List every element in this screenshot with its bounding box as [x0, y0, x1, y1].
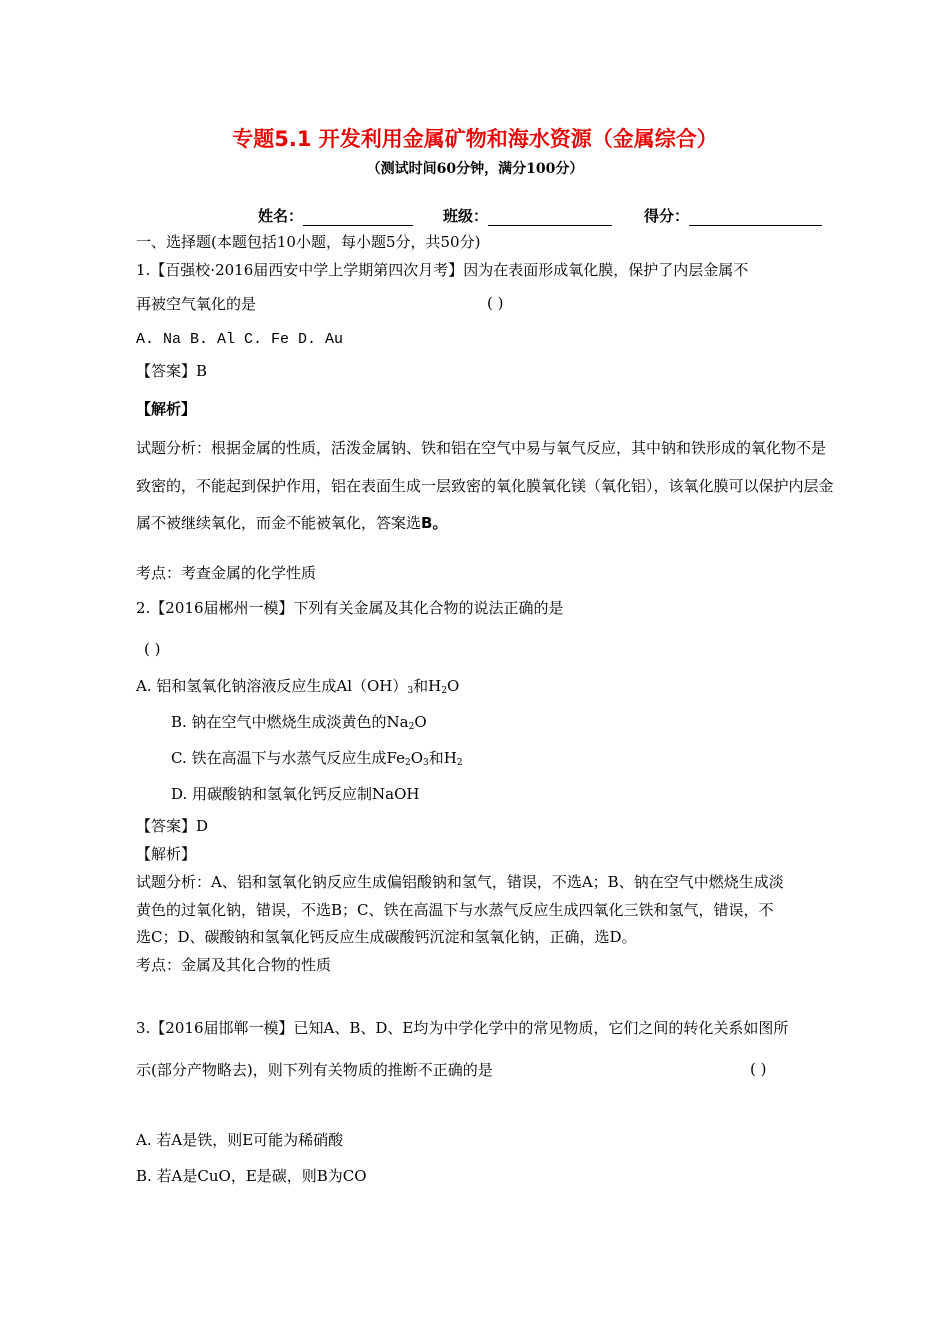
q2-option-c-tail: 和H	[428, 749, 457, 767]
score-field[interactable]	[644, 205, 822, 226]
q2-analysis-line2: 黄色的过氧化钠，错误，不选B；C、铁在高温下与水蒸气反应生成四氧化三铁和氢气，错误，不	[136, 901, 774, 919]
class-field[interactable]	[443, 205, 612, 226]
q2-option-c-sub2: 3	[423, 758, 429, 768]
q2-option-c-sub1: 2	[404, 758, 411, 768]
name-label: 姓名：	[258, 207, 304, 225]
q2-answer: 【答案】D	[136, 817, 209, 835]
q1-kaodian: 考点：考查金属的化学性质	[136, 564, 317, 582]
q1-stem-line2: 再被空气氧化的是	[136, 295, 257, 313]
q2-option-c	[171, 748, 463, 773]
q2-option-d: D. 用碳酸钠和氢氧化钙反应制NaOH	[171, 785, 420, 803]
q2-analysis-line1: 试题分析：A、铝和氢氧化钠反应生成偏铝酸钠和氢气，错误，不选A；B、钠在空气中燃烧生成淡	[136, 873, 784, 891]
q2-option-b	[171, 712, 427, 737]
q2-option-c-mid: O	[410, 749, 423, 767]
q2-analysis-line3: 选C；D、碳酸钠和氢氧化钙反应生成碳酸钙沉淀和氢氧化钠，正确，选D。	[136, 928, 637, 946]
q2-option-a-sub2: 2	[441, 686, 447, 696]
section-heading: 一、选择题(本题包括10小题，每小题5分，共50分)	[136, 233, 481, 251]
q1-analysis-line3	[136, 513, 447, 533]
q1-analysis-line1: 试题分析：根据金属的性质，活泼金属钠、铁和铝在空气中易与氧气反应，其中钠和铁形成的氧化物不是	[136, 439, 827, 457]
q2-option-a	[136, 676, 459, 701]
q2-answer-paren: ( )	[144, 640, 161, 658]
q2-option-a-text: A. 铝和氢氧化钠溶液反应生成Al（OH）	[136, 677, 408, 695]
score-label: 得分：	[644, 207, 690, 225]
name-field[interactable]	[258, 205, 413, 226]
q3-stem-line2: 示(部分产物略去)，则下列有关物质的推断不正确的是	[136, 1061, 493, 1079]
q3-stem-line1: 3.【2016届邯郸一模】已知A、B、D、E均为中学化学中的常见物质，它们之间的转化关系如图所	[136, 1019, 789, 1037]
class-label: 班级：	[443, 207, 489, 225]
q1-answer-paren: ( )	[487, 294, 504, 312]
q2-option-a-sub1: 3	[407, 686, 414, 696]
q1-analysis-line2: 致密的，不能起到保护作用，铝在表面生成一层致密的氧化膜氧化镁（氧化铝），该氧化膜可以保护内层金	[136, 477, 834, 495]
q1-analysis-label: 【解析】	[136, 400, 197, 418]
class-blank[interactable]	[488, 209, 612, 226]
q1-stem-line1: 1.【百强校·2016届西安中学上学期第四次月考】因为在表面形成氧化膜，保护了内层金属不	[136, 261, 749, 279]
q2-option-b-end: O	[414, 713, 427, 731]
q1-answer: 【答案】B	[136, 362, 208, 380]
q1-options: A. Na B. Al C. Fe D. Au	[136, 331, 344, 348]
q3-answer-paren: ( )	[750, 1060, 767, 1078]
q2-option-c-text: C. 铁在高温下与水蒸气反应生成Fe	[171, 749, 405, 767]
q2-option-a-end: O	[446, 677, 460, 695]
name-blank[interactable]	[303, 209, 413, 226]
document-title: 专题5.1 开发利用金属矿物和海水资源（金属综合）	[232, 127, 718, 151]
q2-stem: 2.【2016届郴州一模】下列有关金属及其化合物的说法正确的是	[136, 599, 564, 617]
score-blank[interactable]	[689, 209, 822, 226]
q2-analysis-label: 【解析】	[136, 845, 197, 863]
q2-option-b-sub: 2	[408, 722, 415, 732]
q2-option-c-sub3: 2	[456, 758, 463, 768]
q2-option-b-text: B. 钠在空气中燃烧生成淡黄色的Na	[171, 713, 409, 731]
q1-analysis-line3-text: 属不被继续氧化，而金不能被氧化，答案选	[136, 514, 422, 532]
q3-option-a: A. 若A是铁，则E可能为稀硝酸	[136, 1131, 344, 1149]
q2-kaodian: 考点：金属及其化合物的性质	[136, 956, 332, 974]
q3-option-b: B. 若A是CuO，E是碳，则B为CO	[136, 1167, 367, 1185]
q1-analysis-answer: B。	[421, 514, 448, 532]
document-subtitle: （测试时间60分钟，满分100分）	[366, 161, 584, 177]
q2-option-a-tail: 和H	[413, 677, 442, 695]
